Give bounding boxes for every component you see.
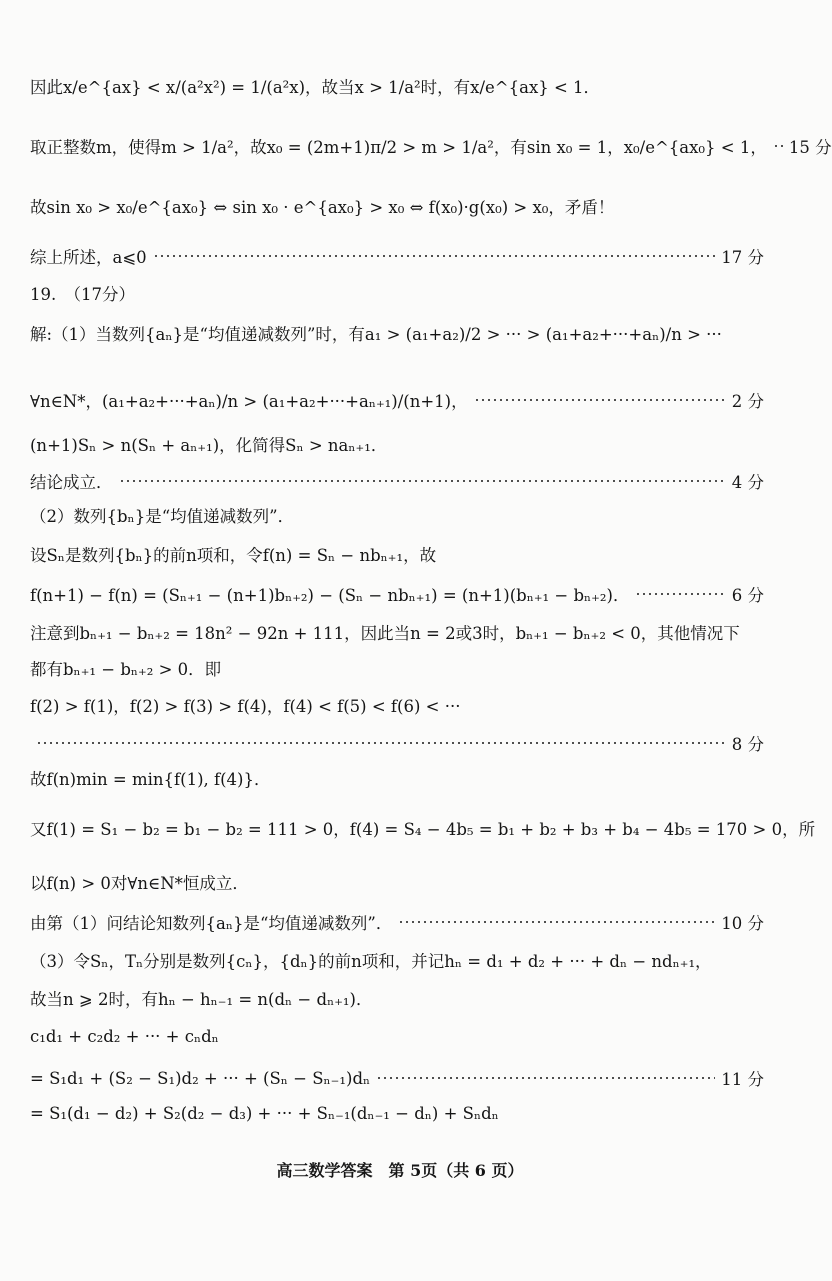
text-line: [30, 503, 764, 527]
line-text: c₁d₁ + c₂d₂ + ··· + cₙdₙ: [30, 1027, 219, 1046]
text-line: [30, 766, 764, 790]
score-label: 10 分: [721, 914, 764, 933]
line-text: 注意到bₙ₊₁ − bₙ₊₂ = 18n² − 92n + 111，因此当n = 2或3时，bₙ₊₁ − bₙ₊₂ < 0，其他情况下: [30, 624, 740, 643]
text-line: [30, 74, 764, 98]
text-line: [30, 910, 764, 934]
text-line: [30, 469, 764, 493]
line-text: 故f(n)min = min{f(1), f(4)}．: [30, 770, 271, 789]
line-text: (n+1)Sₙ > n(Sₙ + aₙ₊₁)，化简得Sₙ > naₙ₊₁．: [30, 436, 388, 455]
line-text: （2）数列{bₙ}是“均值递减数列”．: [30, 507, 295, 526]
line-text: 解:（1）当数列{aₙ}是“均值递减数列”时，有a₁ > (a₁+a₂)/2 > ··· > (a₁+a₂+···+aₙ)/n > ···: [30, 325, 722, 344]
text-line: [30, 1104, 764, 1123]
score-label: 4 分: [731, 473, 764, 492]
dot-leader: [376, 1076, 715, 1080]
text-line: [30, 620, 764, 644]
score-label: 17 分: [721, 248, 764, 267]
score-label: 8 分: [731, 735, 764, 754]
line-text: 都有bₙ₊₁ − bₙ₊₂ > 0．即: [30, 660, 222, 679]
line-text: 因此x/e^{ax} < x/(a²x²) = 1/(a²x)，故当x > 1/a²时，有x/e^{ax} < 1．: [30, 78, 601, 97]
dot-leader: [153, 254, 716, 258]
line-text: f(2) > f(1)，f(2) > f(3) > f(4)，f(4) < f(5) < f(6) < ···: [30, 697, 461, 716]
dot-leader: [398, 920, 715, 924]
line-text: 又f(1) = S₁ − b₂ = b₁ − b₂ = 111 > 0，f(4) = S₄ − 4b₅ = b₁ + b₂ + b₃ + b₄ − 4b₅ = 170 > 0，所: [30, 820, 816, 839]
score-label: 2 分: [731, 392, 764, 411]
line-text: 19. （17分）: [30, 285, 135, 304]
line-text: f(n+1) − f(n) = (Sₙ₊₁ − (n+1)bₙ₊₂) − (Sₙ − nbₙ₊₁) = (n+1)(bₙ₊₁ − bₙ₊₂)．: [30, 586, 630, 605]
text-line: [30, 1027, 764, 1046]
dot-leader: [773, 144, 783, 148]
text-line: [30, 134, 832, 158]
text-line: [30, 194, 764, 218]
line-text: 故sin x₀ > x₀/e^{ax₀} ⇔ sin x₀ · e^{ax₀} > x₀ ⇔ f(x₀)·g(x₀) > x₀，矛盾！: [30, 198, 615, 217]
line-text: ∀n∈N*，(a₁+a₂+···+aₙ)/n > (a₁+a₂+···+aₙ₊₁)/(n+1)，: [30, 392, 468, 411]
score-label: 15 分: [788, 138, 832, 157]
line-text: 以f(n) > 0对∀n∈N*恒成立．: [30, 874, 249, 893]
text-line: [30, 731, 764, 755]
line-text: = S₁d₁ + (S₂ − S₁)d₂ + ··· + (Sₙ − Sₙ₋₁)dₙ: [30, 1068, 371, 1088]
score-label: 6 分: [731, 586, 764, 605]
score-label: 11 分: [721, 1070, 764, 1089]
text-line: [30, 948, 764, 972]
dot-leader: [635, 592, 725, 596]
line-text: 综上所述，a⩽0: [30, 248, 147, 267]
line-text: 设Sₙ是数列{bₙ}的前n项和，令f(n) = Sₙ − nbₙ₊₁，故: [30, 546, 437, 565]
text-line: [30, 321, 764, 345]
dot-leader: [474, 398, 726, 402]
line-text: 故当n ⩾ 2时，有hₙ − hₙ₋₁ = n(dₙ − dₙ₊₁)．: [30, 990, 373, 1009]
line-text: 取正整数m，使得m > 1/a²，故x₀ = (2m+1)π/2 > m > 1/a²，有sin x₀ = 1，x₀/e^{ax₀} < 1，: [30, 138, 767, 157]
text-line: [30, 281, 764, 305]
text-line: [30, 582, 764, 606]
text-line: [30, 1066, 764, 1090]
text-line: [30, 432, 764, 456]
dot-leader: [119, 479, 726, 483]
text-line: [30, 388, 764, 412]
line-text: （3）令Sₙ，Tₙ分别是数列{cₙ}，{dₙ}的前n项和，并记hₙ = d₁ + d₂ + ··· + dₙ − ndₙ₊₁，: [30, 952, 712, 971]
text-line: [30, 816, 816, 840]
text-line: [30, 244, 764, 268]
line-text: 结论成立．: [30, 473, 113, 492]
text-line: [30, 542, 764, 566]
text-line: [30, 693, 764, 717]
line-text: 由第（1）问结论知数列{aₙ}是“均值递减数列”．: [30, 914, 393, 933]
text-line: [30, 986, 764, 1010]
text-line: [30, 870, 764, 894]
dot-leader: [36, 741, 726, 745]
page-footer: 高三数学答案 第 5页（共 6 页）: [276, 1161, 524, 1180]
text-line: [30, 656, 764, 680]
line-text: = S₁(d₁ − d₂) + S₂(d₂ − d₃) + ··· + Sₙ₋₁(dₙ₋₁ − dₙ) + Sₙdₙ: [30, 1104, 499, 1123]
